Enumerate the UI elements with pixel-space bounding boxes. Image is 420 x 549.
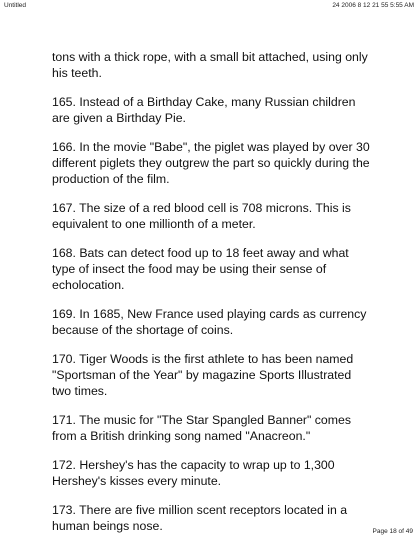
document-body xyxy=(52,50,372,549)
print-timestamp: 24 2006 8 12 21 55 5:55 AM xyxy=(332,2,414,9)
paragraph-continuation: tons with a thick rope, with a small bit attached, using only his teeth. xyxy=(52,50,368,80)
fact-165: 165. Instead of a Birthday Cake, many Russian children are given a Birthday Pie. xyxy=(52,95,356,125)
fact-169: 169. In 1685, New France used playing cards as currency because of the shortage of coins. xyxy=(52,307,367,337)
fact-171: 171. The music for "The Star Spangled Banner" comes from a British drinking song named "Anacreon." xyxy=(52,413,352,443)
fact-166: 166. In the movie "Babe", the piglet was played by over 30 different piglets they outgrew the part so quickly during the production of the film. xyxy=(52,140,370,186)
fact-170: 170. Tiger Woods is the first athlete to has been named "Sportsman of the Year" by magazine Sports Illustrated two times. xyxy=(52,352,354,398)
fact-172: 172. Hershey's has the capacity to wrap up to 1,300 Hershey's kisses every minute. xyxy=(52,458,335,488)
document-title: Untitled xyxy=(4,2,27,9)
fact-167: 167. The size of a red blood cell is 708 microns. This is equivalent to one millionth of a meter. xyxy=(52,201,351,231)
page-number: Page 18 of 49 xyxy=(372,528,413,535)
fact-168: 168. Bats can detect food up to 18 feet away and what type of insect the food may be using their sense of echolocation. xyxy=(52,246,349,292)
fact-173: 173. There are five million scent receptors located in a human beings nose. xyxy=(52,503,348,534)
